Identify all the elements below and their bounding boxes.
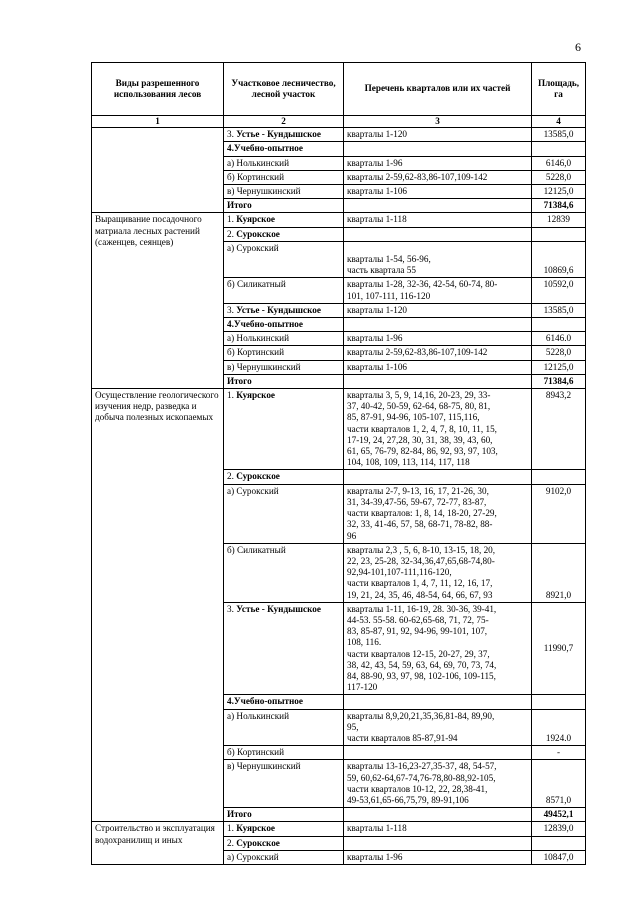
quarters-cell <box>344 374 532 388</box>
quarters-cell: кварталы 1-118 <box>344 822 532 836</box>
area-cell: 10869,6 <box>532 241 586 278</box>
quarters-line: части кварталов 1, 2, 4, 7, 8, 10, 11, 15, <box>347 423 497 434</box>
plot-name: б) Кортинский <box>227 747 284 758</box>
area-cell <box>532 142 586 156</box>
column-number-row <box>92 116 586 128</box>
quarters-line: часть квартала 55 <box>347 265 416 276</box>
area-cell <box>532 836 586 850</box>
forestry-cell <box>224 543 344 602</box>
forestry-cell <box>224 808 344 822</box>
quarters-cell: кварталы 1-118 <box>344 213 532 227</box>
area-cell: 12839 <box>532 213 586 227</box>
forestry-cell <box>224 185 344 199</box>
area-cell <box>532 470 586 484</box>
quarters-line: кварталы 3, 5, 9, 14,16, 20-23, 29, 33- <box>347 390 491 401</box>
forestry-cell <box>224 332 344 346</box>
quarters-cell <box>344 199 532 213</box>
forestry-cell <box>224 213 344 227</box>
area-cell: 6146.0 <box>532 332 586 346</box>
quarters-line: части кварталов 12-15, 20-27, 29, 37, <box>347 648 490 659</box>
quarters-line: 59, 60,62-64,67-74,76-78,80-88,92-105, <box>347 772 496 783</box>
forestry-name: Куярское <box>236 214 275 225</box>
area-cell: 12839,0 <box>532 822 586 836</box>
forestry-cell <box>224 128 344 142</box>
plot-name: б) Кортинский <box>227 347 284 358</box>
quarters-cell <box>344 746 532 760</box>
quarters-line: 96 <box>347 530 357 541</box>
forestry-cell <box>224 360 344 374</box>
forestry-name: Куярское <box>236 390 275 401</box>
quarters-line: кварталы 1-28, 32-36, 42-54, 60-74, 80- <box>347 279 498 290</box>
forestry-cell <box>224 822 344 836</box>
forestry-number: 3. <box>227 304 237 315</box>
forestry-cell <box>224 170 344 184</box>
area-cell: 8921,0 <box>532 543 586 602</box>
quarters-cell: кварталы 2-59,62-83,86-107,109-142 <box>344 346 532 360</box>
area-cell: 9102,0 <box>532 484 586 543</box>
forestry-cell <box>224 278 344 303</box>
quarters-line: 104, 108, 109, 113, 114, 117, 118 <box>347 457 470 468</box>
quarters-line: 85, 87-91, 94-96, 105-107, 115,116, <box>347 412 480 423</box>
quarters-line: кварталы 2,3 , 5, 6, 8-10, 13-15, 18, 20, <box>347 544 496 555</box>
quarters-line: части кварталов 10-12, 22, 28,38-41, <box>347 783 488 794</box>
forestry-cell <box>224 318 344 332</box>
area-cell <box>532 227 586 241</box>
quarters-line: 44-53. 55-58. 60-62,65-68, 71, 72, 75- <box>347 614 489 625</box>
col-number: 1 <box>92 116 224 128</box>
quarters-line: кварталы 2-7, 9-13, 16, 17, 21-26, 30, <box>347 485 489 496</box>
quarters-line: 37, 40-42, 50-59, 62-64, 68-75, 80, 81, <box>347 401 491 412</box>
forestry-number: 1. <box>227 214 237 225</box>
quarters-line: кварталы 1-54, 56-96, <box>347 254 431 265</box>
quarters-line: части кварталов 1, 4, 7, 11, 12, 16, 17, <box>347 578 493 589</box>
forestry-name: Устье - Кундышское <box>236 603 321 614</box>
header-quarters: Перечень кварталов или их частей <box>344 63 532 116</box>
area-cell: 1924.0 <box>532 709 586 746</box>
area-cell: 10592,0 <box>532 278 586 303</box>
forestry-cell <box>224 156 344 170</box>
total-area-cell: 71384,6 <box>532 374 586 388</box>
page-number: 6 <box>575 40 581 54</box>
quarters-line: 32, 33, 41-46, 57, 58, 68-71, 78-82, 88- <box>347 519 493 530</box>
quarters-line: 101, 107-111, 116-120 <box>347 290 431 301</box>
quarters-cell <box>344 760 532 808</box>
area-cell <box>532 695 586 709</box>
quarters-line: 61, 65, 76-79, 82-84, 86, 92, 93, 97, 103, <box>347 446 498 457</box>
area-cell: 13585,0 <box>532 303 586 317</box>
quarters-cell <box>344 836 532 850</box>
area-cell: 5228,0 <box>532 346 586 360</box>
forestry-number: 1. <box>227 390 237 401</box>
forestry-cell <box>224 746 344 760</box>
use-type-cell: Осуществление геологического изучения недр, разведка и добыча полезных ископаемых <box>92 389 224 822</box>
plot-name: а) Нолькинский <box>227 333 289 344</box>
forestry-name: Куярское <box>236 823 275 834</box>
forestry-cell <box>224 303 344 317</box>
quarters-line: 17-19, 24, 27,28, 30, 31, 38, 39, 43, 60, <box>347 434 493 445</box>
quarters-line: 95, <box>347 721 359 732</box>
table-row <box>92 389 586 470</box>
forestry-name: Итого <box>227 809 252 820</box>
quarters-cell <box>344 318 532 332</box>
area-cell: 8943,2 <box>532 389 586 470</box>
area-cell: 8571,0 <box>532 760 586 808</box>
col-number: 3 <box>344 116 532 128</box>
header-area: Площадь, га <box>532 63 586 116</box>
quarters-line: 117-120 <box>347 682 378 693</box>
forestry-cell <box>224 142 344 156</box>
forestry-name: 4.Учебно-опытное <box>227 143 303 154</box>
forestry-cell <box>224 760 344 808</box>
plot-name: б) Кортинский <box>227 171 284 182</box>
forestry-cell <box>224 695 344 709</box>
plot-name: б) Силикатный <box>227 544 286 555</box>
forestry-number: 2. <box>227 228 237 239</box>
total-area-cell: 71384,6 <box>532 199 586 213</box>
use-type-cell <box>92 128 224 213</box>
plot-name: а) Нолькинский <box>227 710 289 721</box>
table-body <box>92 128 586 865</box>
forestry-number: 1. <box>227 823 237 834</box>
forestry-number: 2. <box>227 837 237 848</box>
forestry-name: Сурокское <box>236 837 280 848</box>
header-row <box>92 63 586 116</box>
quarters-line: 49-53,61,65-66,75,79, 89-91,106 <box>347 794 469 805</box>
plot-name: а) Сурокский <box>227 485 279 496</box>
plot-name: а) Нолькинский <box>227 157 289 168</box>
forestry-cell <box>224 709 344 746</box>
use-type-cell: Выращивание посадочного матриала лесных растений (саженцев, сеянцев) <box>92 213 224 389</box>
forestry-cell <box>224 346 344 360</box>
quarters-cell <box>344 695 532 709</box>
quarters-line: 31, 34-39,47-56, 59-67, 72-77, 83-87, <box>347 496 487 507</box>
forestry-number: 2. <box>227 471 237 482</box>
quarters-cell <box>344 389 532 470</box>
quarters-cell: кварталы 1-106 <box>344 360 532 374</box>
forestry-name: 4.Учебно-опытное <box>227 696 303 707</box>
quarters-cell <box>344 142 532 156</box>
quarters-cell: кварталы 1-106 <box>344 185 532 199</box>
quarters-cell <box>344 278 532 303</box>
quarters-line <box>347 243 528 254</box>
area-cell: 12125,0 <box>532 360 586 374</box>
forestry-number: 3. <box>227 129 237 140</box>
area-cell: 10847,0 <box>532 850 586 864</box>
quarters-cell <box>344 543 532 602</box>
quarters-cell: кварталы 1-120 <box>344 128 532 142</box>
forestry-cell <box>224 227 344 241</box>
table-row <box>92 213 586 227</box>
table-row <box>92 128 586 142</box>
quarters-cell: кварталы 1-96 <box>344 850 532 864</box>
quarters-cell <box>344 241 532 278</box>
plot-name: а) Сурокский <box>227 851 279 862</box>
quarters-cell: кварталы 1-120 <box>344 303 532 317</box>
forestry-cell <box>224 470 344 484</box>
area-cell: 12125,0 <box>532 185 586 199</box>
area-cell: 5228,0 <box>532 170 586 184</box>
quarters-line: части кварталов 85-87,91-94 <box>347 732 458 743</box>
quarters-cell <box>344 227 532 241</box>
forestry-cell <box>224 374 344 388</box>
forestry-cell <box>224 836 344 850</box>
forestry-name: Устье - Кундышское <box>236 304 321 315</box>
total-area-cell: 49452,1 <box>532 808 586 822</box>
plot-name: а) Сурокский <box>227 242 279 253</box>
forestry-cell <box>224 850 344 864</box>
forest-use-table <box>91 62 586 865</box>
plot-name: в) Чернушкинский <box>227 761 301 772</box>
quarters-cell <box>344 484 532 543</box>
forestry-name: Сурокское <box>236 228 280 239</box>
quarters-line: 84, 88-90, 93, 97, 98, 102-106, 109-115, <box>347 670 496 681</box>
quarters-cell <box>344 808 532 822</box>
area-cell: 6146,0 <box>532 156 586 170</box>
quarters-cell: кварталы 2-59,62-83,86-107,109-142 <box>344 170 532 184</box>
plot-name: в) Чернушкинский <box>227 361 301 372</box>
header-use-type: Виды разрешенного использования лесов <box>92 63 224 116</box>
area-cell: 13585,0 <box>532 128 586 142</box>
quarters-line: 19, 21, 24, 35, 46, 48-54, 64, 66, 67, 93 <box>347 589 493 600</box>
quarters-line: 22, 23, 25-28, 32-34,36,47,65,68-74,80- <box>347 555 495 566</box>
forestry-cell <box>224 484 344 543</box>
quarters-line: 92,94-101,107-111,116-120, <box>347 567 452 578</box>
table-row <box>92 822 586 836</box>
quarters-cell <box>344 602 532 695</box>
forestry-name: Итого <box>227 200 252 211</box>
quarters-line: кварталы 8,9,20,21,35,36,81-84, 89,90, <box>347 710 495 721</box>
col-number: 2 <box>224 116 344 128</box>
quarters-line: части кварталов: 1, 8, 14, 18-20, 27-29, <box>347 508 497 519</box>
header-forestry: Участковое лесничество, лесной участок <box>224 63 344 116</box>
area-cell: 11990,7 <box>532 602 586 695</box>
quarters-line: 83, 85-87, 91, 92, 94-96, 99-101, 107, <box>347 626 488 637</box>
quarters-cell <box>344 470 532 484</box>
quarters-cell <box>344 709 532 746</box>
quarters-cell: кварталы 1-96 <box>344 332 532 346</box>
forestry-name: 4.Учебно-опытное <box>227 319 303 330</box>
quarters-cell: кварталы 1-96 <box>344 156 532 170</box>
forestry-name: Устье - Кундышское <box>236 129 321 140</box>
forestry-number: 3. <box>227 603 237 614</box>
forestry-cell <box>224 389 344 470</box>
plot-name: б) Силикатный <box>227 279 286 290</box>
plot-name: в) Чернушкинский <box>227 186 301 197</box>
area-cell <box>532 318 586 332</box>
quarters-line: 38, 42, 43, 54, 59, 63, 64, 69, 70, 73, 74, <box>347 659 497 670</box>
quarters-line: 108, 116. <box>347 637 382 648</box>
use-type-cell: Строительство и эксплуатация водохранилищ и иных <box>92 822 224 865</box>
forestry-cell <box>224 241 344 278</box>
forestry-cell <box>224 602 344 695</box>
forestry-name: Сурокское <box>236 471 280 482</box>
forestry-name: Итого <box>227 375 252 386</box>
quarters-line: кварталы 13-16,23-27,35-37, 48, 54-57, <box>347 761 497 772</box>
quarters-line: кварталы 1-11, 16-19, 28. 30-36, 39-41, <box>347 603 497 614</box>
forestry-cell <box>224 199 344 213</box>
area-cell: - <box>532 746 586 760</box>
col-number: 4 <box>532 116 586 128</box>
